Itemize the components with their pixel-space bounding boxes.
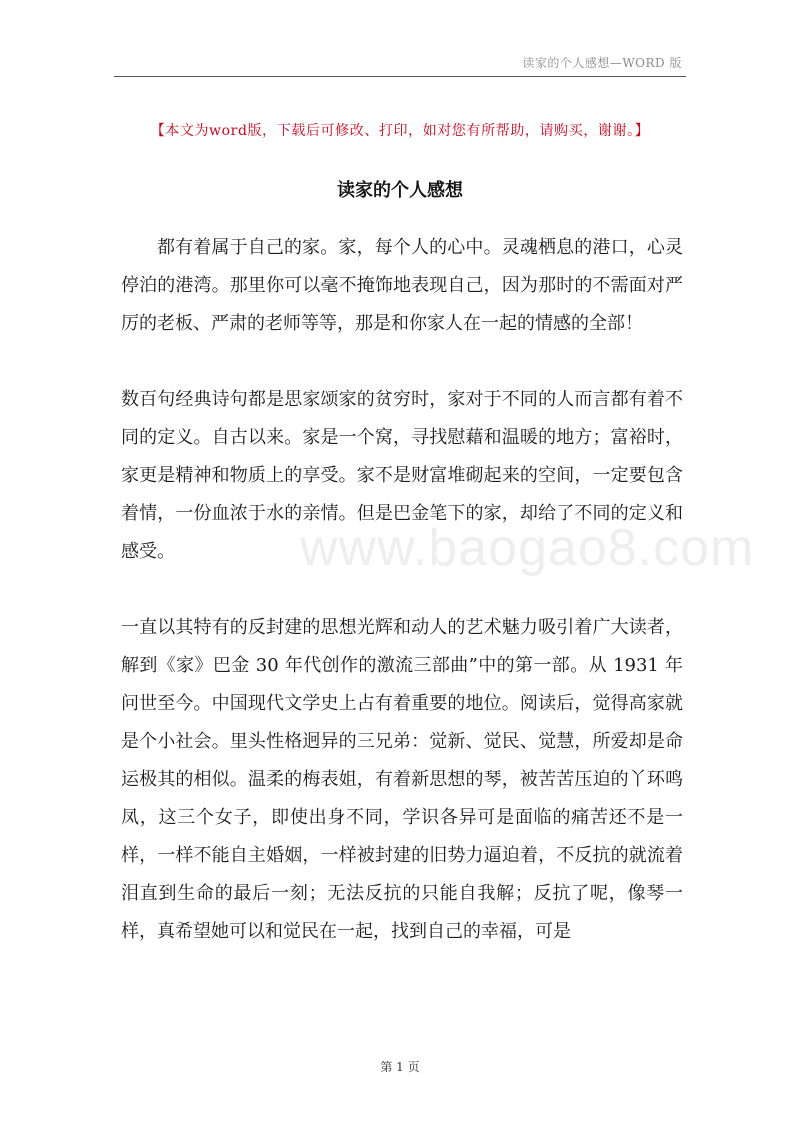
paragraph-1: 都有着属于自己的家。家，每个人的心中。灵魂栖息的港口，心灵停泊的港湾。那里你可以毫不掩饰地表现自己，因为那时的不需面对严厉的老板、严肃的老师等等，那是和你家人在一起的情感的全部！ xyxy=(121,237,683,334)
paragraph-2: 数百句经典诗句都是思家颂家的贫穷时，家对于不同的人而言都有着不同的定义。自古以来。家是一个窝，寻找慰藉和温暖的地方；富裕时，家更是精神和物质上的享受。家不是财富堆砌起来的空间，一定要包含着情，一份血浓于水的亲情。但是巴金笔下的家，却给了不同的定义和感受。 xyxy=(121,389,683,562)
document-title: 读家的个人感想 xyxy=(337,180,463,201)
paragraph-3: 一直以其特有的反封建的思想光辉和动人的艺术魅力吸引着广大读者，解到《家》巴金 30 年代创作的激流三部曲”中的第一部。从 1931 年问世至今。中国现代文学史上占有着重要的地位。阅读后，觉得高家就是个小社会。里头性格迥异的三兄弟：觉新、觉民、觉慧，所爱却是命运极其的相似。温柔的梅表姐，有着新思想的琴，被苦苦压迫的丫环鸣凤，这三个女子，即使出身不同，学识各异可是面临的痛苦还不是一样，一样不能自主婚姻，一样被封建的旧势力逼迫着，不反抗的就流着泪直到生命的最后一刻；无法反抗的只能自我解；反抗了呢，像琴一样，真希望她可以和觉民在一起，找到自己的幸福，可是 xyxy=(121,617,683,942)
document-body xyxy=(121,229,683,951)
running-header: 读家的个人感想—WORD 版 xyxy=(522,56,682,70)
page-number: 第 1 页 xyxy=(380,1060,420,1074)
download-notice: 【本文为word版，下载后可修改、打印，如对您有所帮助，请购买，谢谢。】 xyxy=(150,123,650,139)
watermark-text: www.baogao8.com xyxy=(300,519,755,577)
header-rule xyxy=(114,76,686,77)
